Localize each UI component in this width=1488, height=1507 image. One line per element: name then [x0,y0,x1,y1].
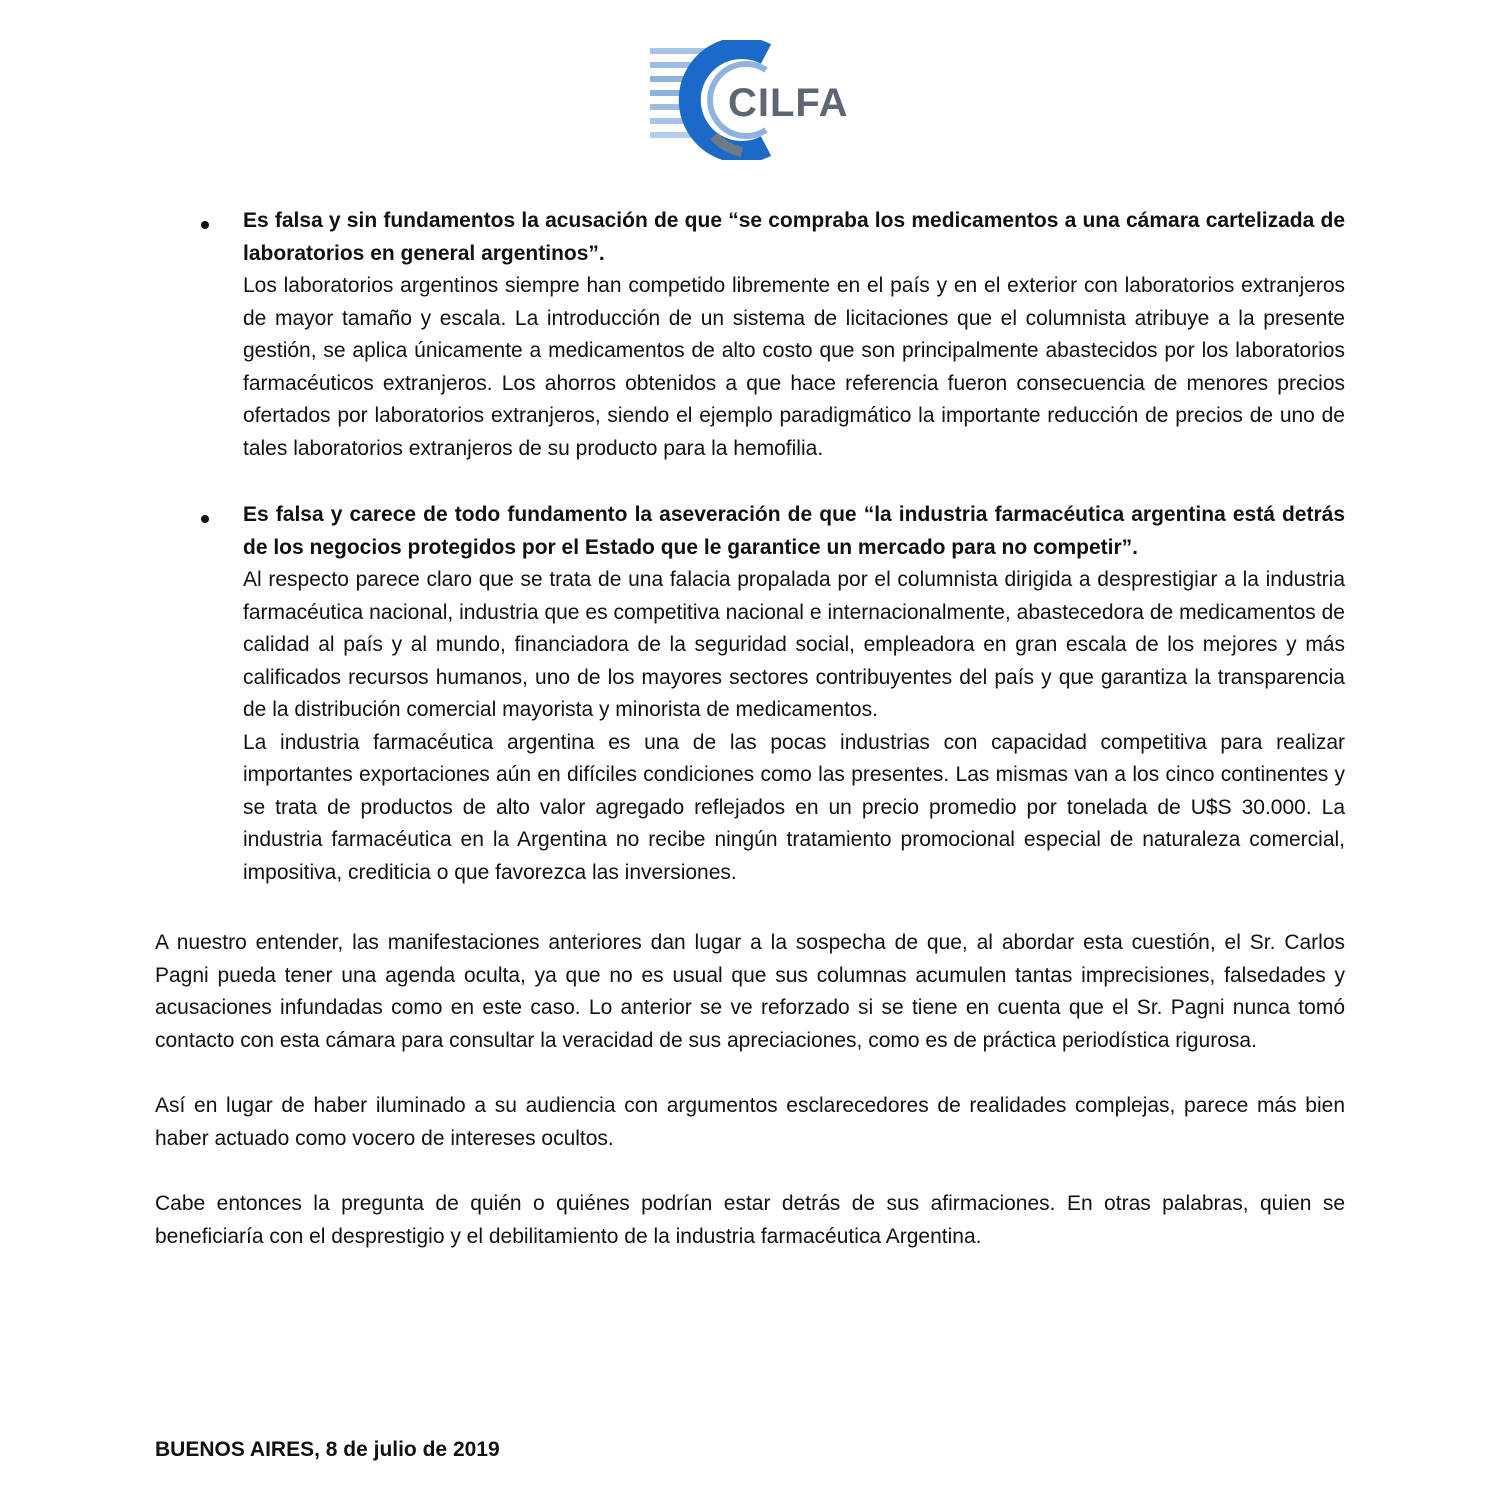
body-paragraph: Así en lugar de haber iluminado a su audiencia con argumentos esclarecedores de realidades complejas, parece más bien haber actuado como vocero de intereses ocultos. [155,1094,1345,1150]
dateline: BUENOS AIRES, 8 de julio de 2019 [155,1438,500,1461]
bullet-paragraph: Al respecto parece claro que se trata de una falacia propalada por el columnista dirigida a desprestigiar a la industria farmacéutica nacional, industria que es competitiva nacional e internacionalmente, abastecedora de medicamentos de calidad al país y al mundo, financiadora de la seguridad social, empleadora en gran escala de los mejores y más calificados recursos humanos, uno de los mayores sectores contribuyentes del país y que garantiza la transparencia de la distribución comercial mayorista y minorista de medicamentos. [243,568,1345,721]
cilfa-logo-mark [646,40,856,160]
bullet-item [155,205,1345,465]
bullet-dot-icon [201,515,209,523]
bullet-paragraph: La industria farmacéutica argentina es una de las pocas industrias con capacidad competitiva para realizar importantes exportaciones aún en difíciles condiciones como las presentes. Las mismas van a los cinco continentes y se trata de productos de alto valor agregado reflejados en un precio promedio por tonelada de U$S 30.000. La industria farmacéutica en la Argentina no recibe ningún tratamiento promocional especial de naturaleza comercial, impositiva, crediticia o que favorezca las inversiones. [243,730,1345,884]
body-paragraph: A nuestro entender, las manifestaciones anteriores dan lugar a la sospecha de que, al abordar esta cuestión, el Sr. Carlos Pagni pueda tener una agenda oculta, ya que no es usual que sus columnas acumulen tantas imprecisiones, falsedades y acusaciones infundadas como en este caso. Lo anterior se ve reforzado si se tiene en cuenta que el Sr. Pagni nunca tomó contacto con esta cámara para consultar la veracidad de sus apreciaciones, como es de práctica periodística rigurosa. [155,931,1345,1052]
document-body [155,205,1345,1253]
bullet-paragraph: Los laboratorios argentinos siempre han competido libremente en el país y en el exterior con laboratorios extranjeros de mayor tamaño y escala. La introducción de un sistema de licitaciones que el columnista atribuye a la presente gestión, se aplica únicamente a medicamentos de alto costo que son principalmente abastecidos por los laboratorios farmacéuticos extranjeros. Los ahorros obtenidos a que hace referencia fueron consecuencia de menores precios ofertados por laboratorios extranjeros, siendo el ejemplo paradigmático la importante reducción de precios de uno de tales laboratorios extranjeros de su producto para la hemofilia. [243,274,1345,460]
bullet-dot-icon [201,221,209,229]
cilfa-logo [646,40,856,160]
bullet-item [155,499,1345,889]
body-paragraph: Cabe entonces la pregunta de quién o quiénes podrían estar detrás de sus afirmaciones. En otras palabras, quien se beneficiaría con el desprestigio y el debilitamiento de la industria farmacéutica Argentina. [155,1192,1345,1248]
bullet-heading: Es falsa y sin fundamentos la acusación de que “se compraba los medicamentos a una cámara cartelizada de laboratorios en general argentinos”. [243,209,1345,265]
bullet-heading: Es falsa y carece de todo fundamento la aseveración de que “la industria farmacéutica argentina está detrás de los negocios protegidos por el Estado que le garantice un mercado para no competir”. [243,503,1345,559]
logo-wordmark: CILFA [728,81,849,125]
